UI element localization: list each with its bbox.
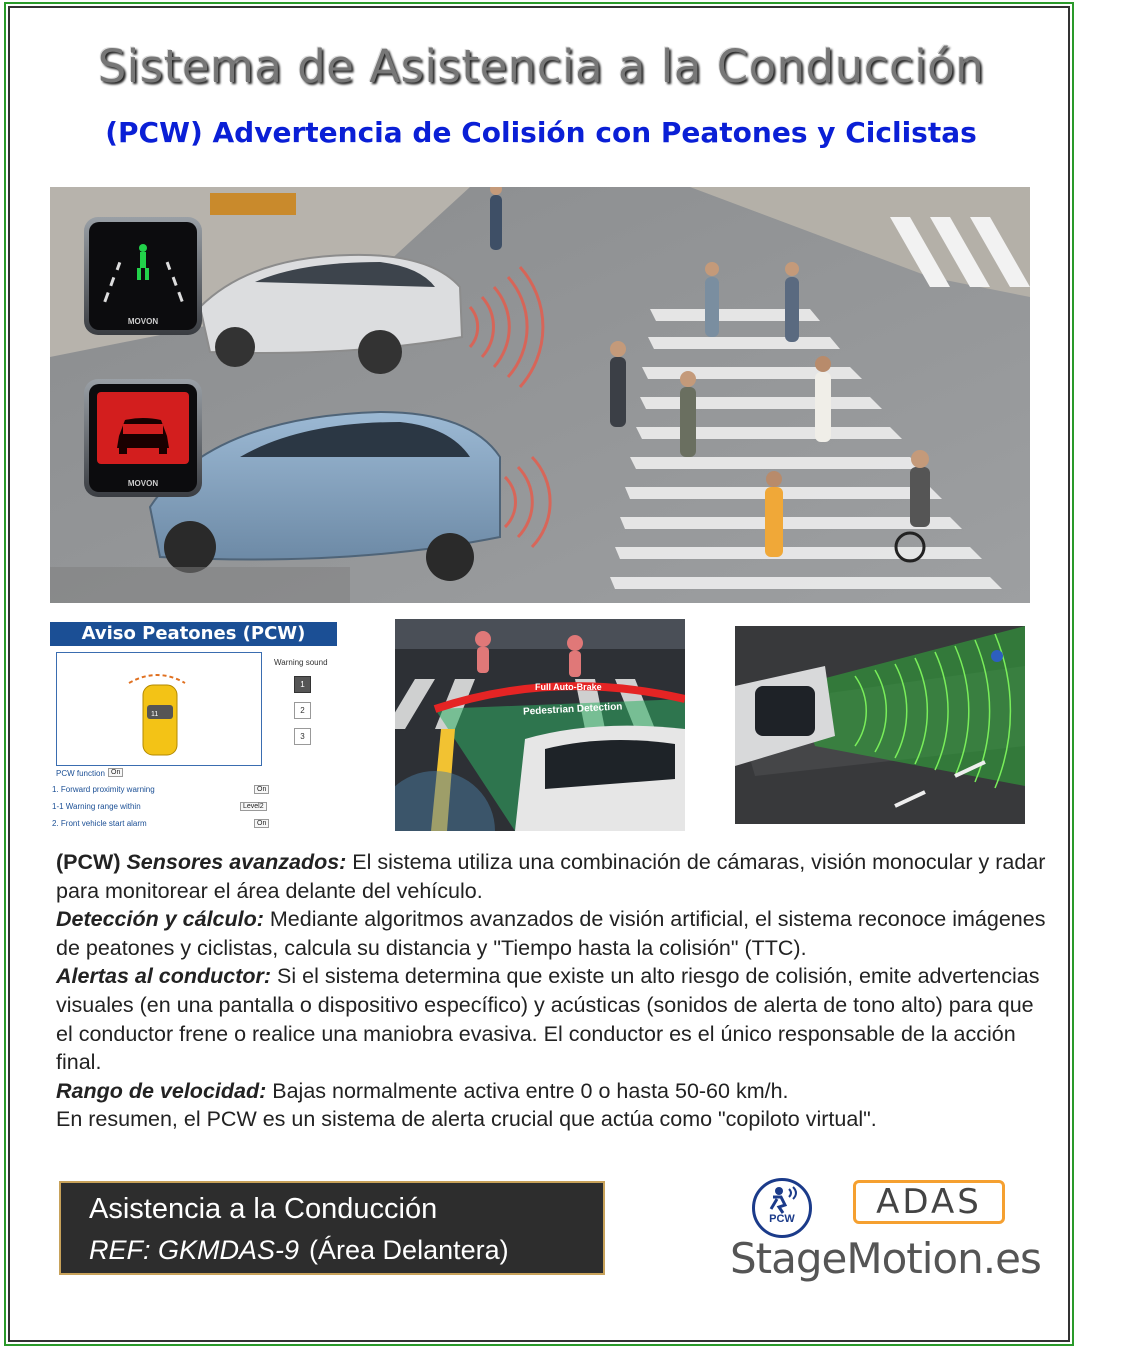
reference-box: [59, 1181, 605, 1275]
ref-code: REF: GKMDAS-9: [89, 1235, 300, 1265]
sound-option-1[interactable]: 1: [294, 676, 311, 693]
paragraph-summary: En resumen, el PCW es un sistema de alerta crucial que actúa como "copiloto virtual".: [56, 1107, 877, 1132]
heading-detection: Detección y cálculo:: [56, 907, 264, 932]
warning-sound-label: Warning sound: [274, 658, 328, 667]
device-brand-label: MOVON: [127, 479, 159, 488]
radar-illustration: [735, 626, 1025, 824]
setting-row-label: 1-1 Warning range within: [52, 802, 141, 811]
paragraph-detection: [56, 905, 1046, 962]
setting-row-select[interactable]: On: [254, 785, 269, 794]
device-red-car-alert: [84, 379, 202, 497]
car-warning-icon: [89, 384, 197, 492]
sound-option-2[interactable]: 2: [294, 702, 311, 719]
setting-row-label: 2. Front vehicle start alarm: [52, 819, 147, 828]
page-title: Sistema de Asistencia a la Conducción: [97, 40, 985, 93]
page-subtitle: (PCW) Advertencia de Colisión con Peatones y Ciclistas: [105, 116, 977, 149]
settings-panel-title: Aviso Peatones (PCW): [50, 622, 337, 646]
description-text: [56, 848, 1046, 1134]
paragraph-sensors: [56, 848, 1046, 905]
ref-title: Asistencia a la Conducción: [89, 1193, 438, 1225]
device-brand-label: MOVON: [127, 317, 159, 326]
hero-image: [50, 187, 1030, 603]
car-badge: 11: [151, 711, 159, 718]
settings-panel: [50, 622, 340, 832]
setting-row-label: 1. Forward proximity warning: [52, 785, 155, 794]
pcw-function-label: PCW function: [56, 769, 105, 778]
text-speed: Bajas normalmente activa entre 0 o hasta 50-60 km/h.: [266, 1078, 789, 1103]
full-auto-brake-label: Full Auto-Brake: [535, 682, 602, 692]
radar-topview-image: [735, 626, 1025, 824]
adas-logo: ADAS: [853, 1180, 1005, 1224]
paragraph-alerts: [56, 962, 1046, 1076]
car-top-view-icon: [57, 653, 261, 765]
detection-illustration: [395, 619, 685, 831]
setting-row-select[interactable]: Level2: [240, 802, 267, 811]
sound-option-3[interactable]: 3: [294, 728, 311, 745]
text-detection: Mediante algoritmos avanzados de visión artificial, el sistema reconoce imágenes de peatones y ciclistas, calcula su distancia y "Tiempo hasta la colisión" (TTC).: [56, 907, 1046, 960]
brand-name: StageMotion.es: [730, 1234, 1041, 1283]
paragraph-speed: [56, 1077, 1046, 1106]
ref-area: (Área Delantera): [309, 1235, 509, 1265]
pedestrian-detection-label: Pedestrian Detection: [522, 701, 623, 718]
pedestrian-icon: [89, 222, 197, 330]
heading-sensors: Sensores avanzados:: [126, 850, 347, 874]
pcw-prefix: (PCW): [56, 850, 127, 874]
heading-speed: Rango de velocidad:: [56, 1078, 267, 1103]
ref-line: [89, 1235, 509, 1266]
running-person-icon: [755, 1181, 809, 1235]
text-alerts: Si el sistema determina que existe un alto riesgo de colisión, emite advertencias visuales (en una pantalla o dispositivo específico) y acústicas (sonidos de alerta de tono alto) para que el conductor frene o realice una maniobra evasiva. El conductor es el único responsable de la acción final.: [56, 964, 1040, 1075]
pedestrian-detection-image: [395, 619, 685, 831]
pcw-function-select[interactable]: On: [108, 768, 123, 777]
heading-alerts: Alertas al conductor:: [56, 964, 272, 989]
setting-row-select[interactable]: On: [254, 819, 269, 828]
text-sensors: El sistema utiliza una combinación de cámaras, visión monocular y radar para monitorear el área delante del vehículo.: [56, 850, 1046, 903]
device-green-pedestrian: [84, 217, 202, 335]
pcw-logo: [752, 1178, 812, 1238]
pcw-logo-text: PCW: [769, 1213, 795, 1225]
car-preview-box: [56, 652, 262, 766]
